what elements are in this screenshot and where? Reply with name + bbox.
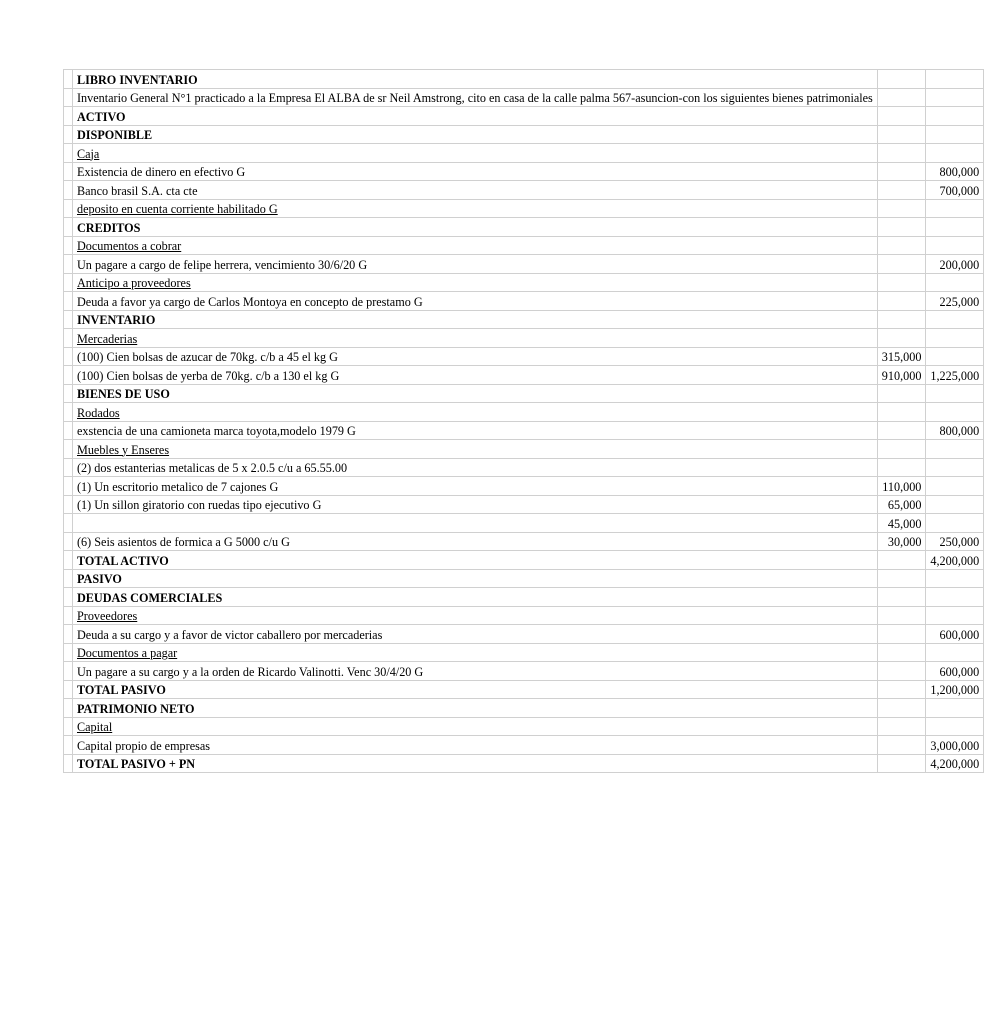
- description-text: Capital: [77, 720, 113, 734]
- ledger-row: [64, 70, 984, 89]
- row-margin-cell[interactable]: [64, 403, 73, 422]
- description-text: TOTAL PASIVO: [77, 683, 166, 697]
- description-cell[interactable]: [73, 310, 878, 329]
- partial-amount-cell[interactable]: 65,000: [877, 495, 926, 514]
- partial-amount-cell[interactable]: [877, 588, 926, 607]
- description-text: TOTAL PASIVO + PN: [77, 757, 196, 771]
- description-cell[interactable]: [73, 643, 878, 662]
- total-amount-cell[interactable]: 600,000: [926, 662, 984, 681]
- row-margin-cell[interactable]: [64, 532, 73, 551]
- ledger-row: [64, 107, 984, 126]
- ledger-row: [64, 717, 984, 736]
- partial-amount-cell[interactable]: 30,000: [877, 532, 926, 551]
- description-cell[interactable]: [73, 588, 878, 607]
- partial-amount-cell[interactable]: 45,000: [877, 514, 926, 533]
- description-text: Documentos a pagar: [77, 646, 178, 660]
- ledger-row: [64, 125, 984, 144]
- row-margin-cell[interactable]: [64, 347, 73, 366]
- total-amount-cell[interactable]: [926, 717, 984, 736]
- total-amount-cell[interactable]: 800,000: [926, 421, 984, 440]
- description-cell[interactable]: [73, 514, 878, 533]
- ledger-row: [64, 680, 984, 699]
- row-margin-cell[interactable]: [64, 680, 73, 699]
- description-text: Un pagare a cargo de felipe herrera, vencimiento 30/6/20 G: [77, 257, 368, 272]
- total-amount-cell[interactable]: [926, 477, 984, 496]
- total-amount-cell[interactable]: [926, 70, 984, 89]
- partial-amount-cell[interactable]: [877, 569, 926, 588]
- total-amount-cell[interactable]: [926, 218, 984, 237]
- partial-amount-cell[interactable]: [877, 70, 926, 89]
- ledger-row: [64, 495, 984, 514]
- description-text: Mercaderias: [77, 331, 138, 346]
- row-margin-cell[interactable]: [64, 699, 73, 718]
- total-amount-cell[interactable]: [926, 107, 984, 126]
- total-amount-cell[interactable]: [926, 606, 984, 625]
- row-margin-cell[interactable]: [64, 440, 73, 459]
- description-text: (1) Un escritorio metalico de 7 cajones G: [77, 479, 279, 494]
- partial-amount-cell[interactable]: [877, 458, 926, 477]
- row-margin-cell[interactable]: [64, 606, 73, 625]
- partial-amount-cell[interactable]: [877, 181, 926, 200]
- row-margin-cell[interactable]: [64, 495, 73, 514]
- row-margin-cell[interactable]: [64, 569, 73, 588]
- description-text: ACTIVO: [77, 109, 126, 124]
- row-margin-cell[interactable]: [64, 329, 73, 348]
- ledger-row: [64, 532, 984, 551]
- partial-amount-cell[interactable]: 315,000: [877, 347, 926, 366]
- ledger-row: [64, 662, 984, 681]
- description-text: Existencia de dinero en efectivo G: [77, 165, 246, 179]
- description-text: PASIVO: [77, 572, 122, 586]
- total-amount-cell[interactable]: [926, 144, 984, 163]
- partial-amount-cell[interactable]: [877, 699, 926, 718]
- description-text: Un pagare a su cargo y a la orden de Ricardo Valinotti. Venc 30/4/20 G: [77, 664, 424, 679]
- description-text: LIBRO INVENTARIO: [77, 72, 198, 87]
- description-cell[interactable]: [73, 218, 878, 237]
- total-amount-cell[interactable]: [926, 310, 984, 329]
- description-cell[interactable]: [73, 366, 878, 385]
- description-cell[interactable]: [73, 88, 878, 107]
- partial-amount-cell[interactable]: [877, 606, 926, 625]
- row-margin-cell[interactable]: [64, 366, 73, 385]
- ledger-row: [64, 643, 984, 662]
- description-cell[interactable]: [73, 736, 878, 755]
- partial-amount-cell[interactable]: [877, 88, 926, 107]
- ledger-row: [64, 88, 984, 107]
- description-text: Inventario General N°1 practicado a la Empresa El ALBA de sr Neil Amstrong, cito en casa de la calle palma 567-asuncion-con los siguientes bienes patrimoniales: [77, 91, 873, 105]
- total-amount-cell[interactable]: [926, 588, 984, 607]
- total-amount-cell[interactable]: 3,000,000: [926, 736, 984, 755]
- total-amount-cell[interactable]: 250,000: [926, 532, 984, 551]
- ledger-row: [64, 162, 984, 181]
- description-cell[interactable]: [73, 347, 878, 366]
- total-amount-cell[interactable]: [926, 514, 984, 533]
- description-text: DISPONIBLE: [77, 128, 153, 142]
- description-text: Caja: [77, 146, 100, 161]
- partial-amount-cell[interactable]: [877, 680, 926, 699]
- description-text: PATRIMONIO NETO: [77, 701, 195, 716]
- ledger-row: [64, 199, 984, 218]
- row-margin-cell[interactable]: [64, 384, 73, 403]
- ledger-row: [64, 421, 984, 440]
- row-margin-cell[interactable]: [64, 273, 73, 292]
- partial-amount-cell[interactable]: [877, 273, 926, 292]
- total-amount-cell[interactable]: 1,225,000: [926, 366, 984, 385]
- total-amount-cell[interactable]: 1,200,000: [926, 680, 984, 699]
- partial-amount-cell[interactable]: [877, 144, 926, 163]
- ledger-row: [64, 458, 984, 477]
- description-cell[interactable]: [73, 717, 878, 736]
- ledger-row: [64, 477, 984, 496]
- description-text: Rodados: [77, 405, 120, 420]
- description-text: Banco brasil S.A. cta cte: [77, 183, 198, 198]
- total-amount-cell[interactable]: 600,000: [926, 625, 984, 644]
- description-cell[interactable]: [73, 403, 878, 422]
- description-cell[interactable]: [73, 754, 878, 773]
- partial-amount-cell[interactable]: [877, 643, 926, 662]
- description-text: TOTAL ACTIVO: [77, 553, 169, 568]
- ledger-body: [64, 70, 984, 773]
- ledger-row: [64, 144, 984, 163]
- partial-amount-cell[interactable]: [877, 421, 926, 440]
- row-margin-cell[interactable]: [64, 421, 73, 440]
- partial-amount-cell[interactable]: [877, 125, 926, 144]
- row-margin-cell[interactable]: [64, 736, 73, 755]
- description-text: CREDITOS: [77, 220, 141, 235]
- total-amount-cell[interactable]: [926, 236, 984, 255]
- partial-amount-cell[interactable]: [877, 255, 926, 274]
- ledger-row: [64, 625, 984, 644]
- description-cell[interactable]: [73, 236, 878, 255]
- description-text: BIENES DE USO: [77, 387, 170, 401]
- description-cell[interactable]: [73, 292, 878, 311]
- description-cell[interactable]: [73, 551, 878, 570]
- partial-amount-cell[interactable]: [877, 403, 926, 422]
- row-margin-cell[interactable]: [64, 458, 73, 477]
- total-amount-cell[interactable]: [926, 569, 984, 588]
- description-text: Proveedores: [77, 609, 138, 623]
- ledger-row: [64, 588, 984, 607]
- description-cell[interactable]: [73, 144, 878, 163]
- description-cell[interactable]: [73, 255, 878, 274]
- description-cell[interactable]: [73, 495, 878, 514]
- total-amount-cell[interactable]: [926, 643, 984, 662]
- description-cell[interactable]: [73, 384, 878, 403]
- total-amount-cell[interactable]: 4,200,000: [926, 551, 984, 570]
- partial-amount-cell[interactable]: [877, 329, 926, 348]
- description-text: (100) Cien bolsas de yerba de 70kg. c/b a 130 el kg G: [77, 368, 340, 383]
- description-cell[interactable]: [73, 162, 878, 181]
- ledger-row: [64, 273, 984, 292]
- partial-amount-cell[interactable]: [877, 384, 926, 403]
- total-amount-cell[interactable]: [926, 440, 984, 459]
- total-amount-cell[interactable]: [926, 347, 984, 366]
- total-amount-cell[interactable]: [926, 384, 984, 403]
- row-margin-cell[interactable]: [64, 643, 73, 662]
- description-cell[interactable]: [73, 680, 878, 699]
- description-cell[interactable]: [73, 440, 878, 459]
- partial-amount-cell[interactable]: [877, 754, 926, 773]
- description-cell[interactable]: [73, 699, 878, 718]
- partial-amount-cell[interactable]: [877, 107, 926, 126]
- ledger-row: [64, 551, 984, 570]
- total-amount-cell[interactable]: 200,000: [926, 255, 984, 274]
- description-cell[interactable]: [73, 421, 878, 440]
- total-amount-cell[interactable]: 700,000: [926, 181, 984, 200]
- description-cell[interactable]: [73, 107, 878, 126]
- total-amount-cell[interactable]: 225,000: [926, 292, 984, 311]
- description-cell[interactable]: [73, 477, 878, 496]
- partial-amount-cell[interactable]: [877, 292, 926, 311]
- ledger-row: [64, 754, 984, 773]
- total-amount-cell[interactable]: [926, 403, 984, 422]
- description-cell[interactable]: [73, 329, 878, 348]
- row-margin-cell[interactable]: [64, 70, 73, 89]
- description-text: deposito en cuenta corriente habilitado G: [77, 202, 278, 216]
- row-margin-cell[interactable]: [64, 625, 73, 644]
- total-amount-cell[interactable]: [926, 495, 984, 514]
- partial-amount-cell[interactable]: [877, 199, 926, 218]
- total-amount-cell[interactable]: [926, 88, 984, 107]
- partial-amount-cell[interactable]: [877, 551, 926, 570]
- partial-amount-cell[interactable]: [877, 717, 926, 736]
- description-cell[interactable]: [73, 181, 878, 200]
- row-margin-cell[interactable]: [64, 125, 73, 144]
- ledger-row: [64, 347, 984, 366]
- partial-amount-cell[interactable]: 910,000: [877, 366, 926, 385]
- description-text: (100) Cien bolsas de azucar de 70kg. c/b a 45 el kg G: [77, 350, 338, 364]
- total-amount-cell[interactable]: 4,200,000: [926, 754, 984, 773]
- total-amount-cell[interactable]: 800,000: [926, 162, 984, 181]
- row-margin-cell[interactable]: [64, 181, 73, 200]
- partial-amount-cell[interactable]: [877, 625, 926, 644]
- description-text: (2) dos estanterias metalicas de 5 x 2.0.5 c/u a 65.55.00: [77, 461, 348, 475]
- description-text: Deuda a favor ya cargo de Carlos Montoya en concepto de prestamo G: [77, 294, 423, 309]
- row-margin-cell[interactable]: [64, 144, 73, 163]
- description-text: INVENTARIO: [77, 313, 156, 327]
- description-cell[interactable]: [73, 125, 878, 144]
- description-cell[interactable]: [73, 532, 878, 551]
- partial-amount-cell[interactable]: 110,000: [877, 477, 926, 496]
- description-text: exstencia de una camioneta marca toyota,modelo 1979 G: [77, 424, 356, 438]
- total-amount-cell[interactable]: [926, 699, 984, 718]
- spreadsheet-sheet: [63, 69, 984, 773]
- row-margin-cell[interactable]: [64, 236, 73, 255]
- description-text: (1) Un sillon giratorio con ruedas tipo ejecutivo G: [77, 498, 322, 512]
- ledger-row: [64, 403, 984, 422]
- description-cell[interactable]: [73, 662, 878, 681]
- row-margin-cell[interactable]: [64, 88, 73, 107]
- row-margin-cell[interactable]: [64, 218, 73, 237]
- ledger-row: [64, 366, 984, 385]
- ledger-row: [64, 606, 984, 625]
- ledger-row: [64, 236, 984, 255]
- ledger-row: [64, 384, 984, 403]
- partial-amount-cell[interactable]: [877, 736, 926, 755]
- row-margin-cell[interactable]: [64, 588, 73, 607]
- row-margin-cell[interactable]: [64, 551, 73, 570]
- total-amount-cell[interactable]: [926, 273, 984, 292]
- total-amount-cell[interactable]: [926, 199, 984, 218]
- row-margin-cell[interactable]: [64, 514, 73, 533]
- row-margin-cell[interactable]: [64, 662, 73, 681]
- description-cell[interactable]: [73, 569, 878, 588]
- description-text: Documentos a cobrar: [77, 239, 182, 253]
- description-cell[interactable]: [73, 606, 878, 625]
- row-margin-cell[interactable]: [64, 754, 73, 773]
- ledger-row: [64, 329, 984, 348]
- description-text: (6) Seis asientos de formica a G 5000 c/u G: [77, 535, 290, 549]
- description-cell[interactable]: [73, 273, 878, 292]
- row-margin-cell[interactable]: [64, 162, 73, 181]
- description-cell[interactable]: [73, 199, 878, 218]
- ledger-row: [64, 255, 984, 274]
- ledger-row: [64, 310, 984, 329]
- description-cell[interactable]: [73, 70, 878, 89]
- ledger-row: [64, 218, 984, 237]
- inventory-ledger-table: [63, 69, 984, 773]
- ledger-row: [64, 569, 984, 588]
- total-amount-cell[interactable]: [926, 329, 984, 348]
- ledger-row: [64, 181, 984, 200]
- partial-amount-cell[interactable]: [877, 440, 926, 459]
- row-margin-cell[interactable]: [64, 199, 73, 218]
- partial-amount-cell[interactable]: [877, 162, 926, 181]
- description-cell[interactable]: [73, 625, 878, 644]
- row-margin-cell[interactable]: [64, 107, 73, 126]
- description-text: Anticipo a proveedores: [77, 276, 191, 290]
- row-margin-cell[interactable]: [64, 310, 73, 329]
- total-amount-cell[interactable]: [926, 458, 984, 477]
- row-margin-cell[interactable]: [64, 255, 73, 274]
- ledger-row: [64, 292, 984, 311]
- ledger-row: [64, 440, 984, 459]
- ledger-row: [64, 699, 984, 718]
- row-margin-cell[interactable]: [64, 477, 73, 496]
- row-margin-cell[interactable]: [64, 717, 73, 736]
- total-amount-cell[interactable]: [926, 125, 984, 144]
- row-margin-cell[interactable]: [64, 292, 73, 311]
- description-cell[interactable]: [73, 458, 878, 477]
- partial-amount-cell[interactable]: [877, 662, 926, 681]
- ledger-row: [64, 736, 984, 755]
- ledger-row: [64, 514, 984, 533]
- description-text: DEUDAS COMERCIALES: [77, 590, 223, 605]
- description-text: Muebles y Enseres: [77, 442, 170, 457]
- partial-amount-cell[interactable]: [877, 218, 926, 237]
- partial-amount-cell[interactable]: [877, 310, 926, 329]
- description-text: Capital propio de empresas: [77, 738, 211, 753]
- partial-amount-cell[interactable]: [877, 236, 926, 255]
- description-text: Deuda a su cargo y a favor de victor caballero por mercaderias: [77, 627, 383, 642]
